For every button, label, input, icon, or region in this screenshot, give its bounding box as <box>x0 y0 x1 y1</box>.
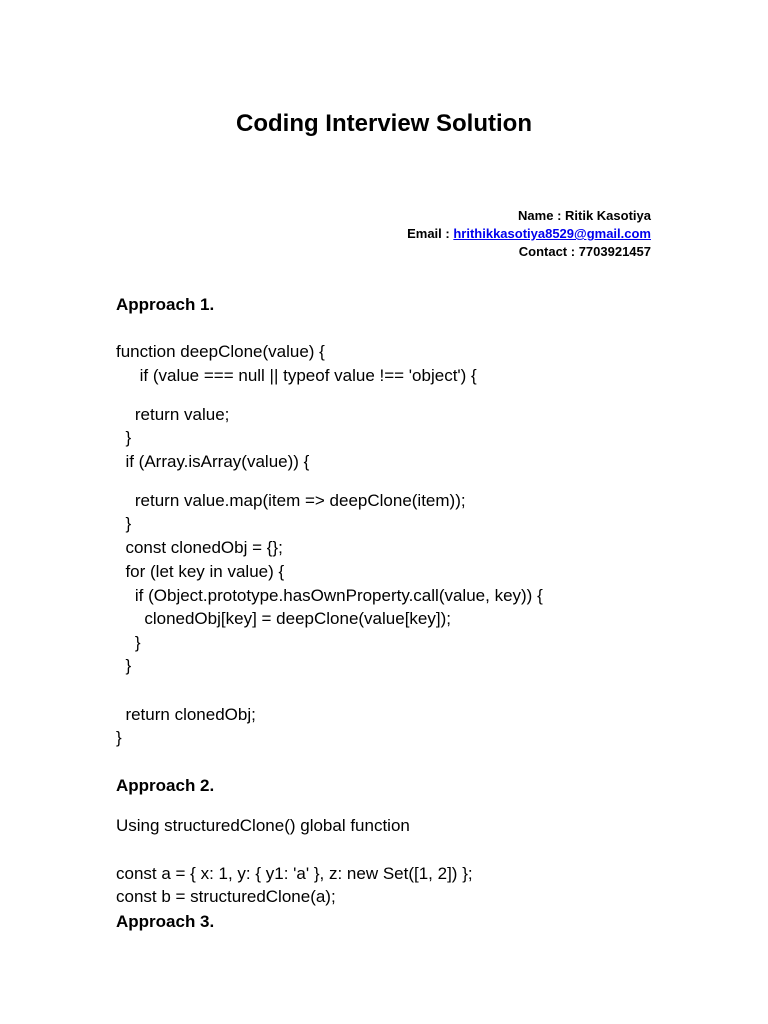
code-line: } <box>116 656 132 675</box>
contact-row <box>407 243 651 261</box>
document-title: Coding Interview Solution <box>236 110 532 137</box>
approach-3-heading: Approach 3. <box>116 912 215 931</box>
approach-2-heading: Approach 2. <box>116 776 215 795</box>
code-line: if (Object.prototype.hasOwnProperty.call(value, key)) { <box>116 586 543 605</box>
email-row <box>407 225 651 243</box>
code-line: } <box>116 633 141 652</box>
code-line: for (let key in value) { <box>116 562 285 581</box>
code-line: if (Array.isArray(value)) { <box>116 452 310 471</box>
code-line: const clonedObj = {}; <box>116 538 283 557</box>
code-line: return value.map(item => deepClone(item)); <box>116 491 466 510</box>
code-line: return clonedObj; <box>116 705 256 724</box>
name-label: Name : <box>518 208 566 223</box>
name-value: Ritik Kasotiya <box>565 208 651 223</box>
contact-label: Contact : <box>518 244 579 259</box>
code-line: return value; <box>116 405 230 424</box>
code-line: if (value === null || typeof value !== 'object') { <box>116 366 477 385</box>
code-line: const a = { x: 1, y: { y1: 'a' }, z: new Set([1, 2]) }; <box>116 864 473 883</box>
code-line: } <box>116 728 122 747</box>
email-label: Email : <box>407 226 454 241</box>
contact-info <box>407 207 651 261</box>
contact-value: 7703921457 <box>578 244 651 259</box>
name-row <box>407 207 651 225</box>
email-link[interactable]: hrithikkasotiya8529@gmail.com <box>453 226 651 241</box>
code-line: const b = structuredClone(a); <box>116 887 336 906</box>
code-line: } <box>116 428 132 447</box>
code-line: } <box>116 514 132 533</box>
approach-2-description: Using structuredClone() global function <box>116 816 410 835</box>
approach-1-heading: Approach 1. <box>116 295 215 314</box>
code-line: clonedObj[key] = deepClone(value[key]); <box>116 609 451 628</box>
code-line: function deepClone(value) { <box>116 342 325 361</box>
